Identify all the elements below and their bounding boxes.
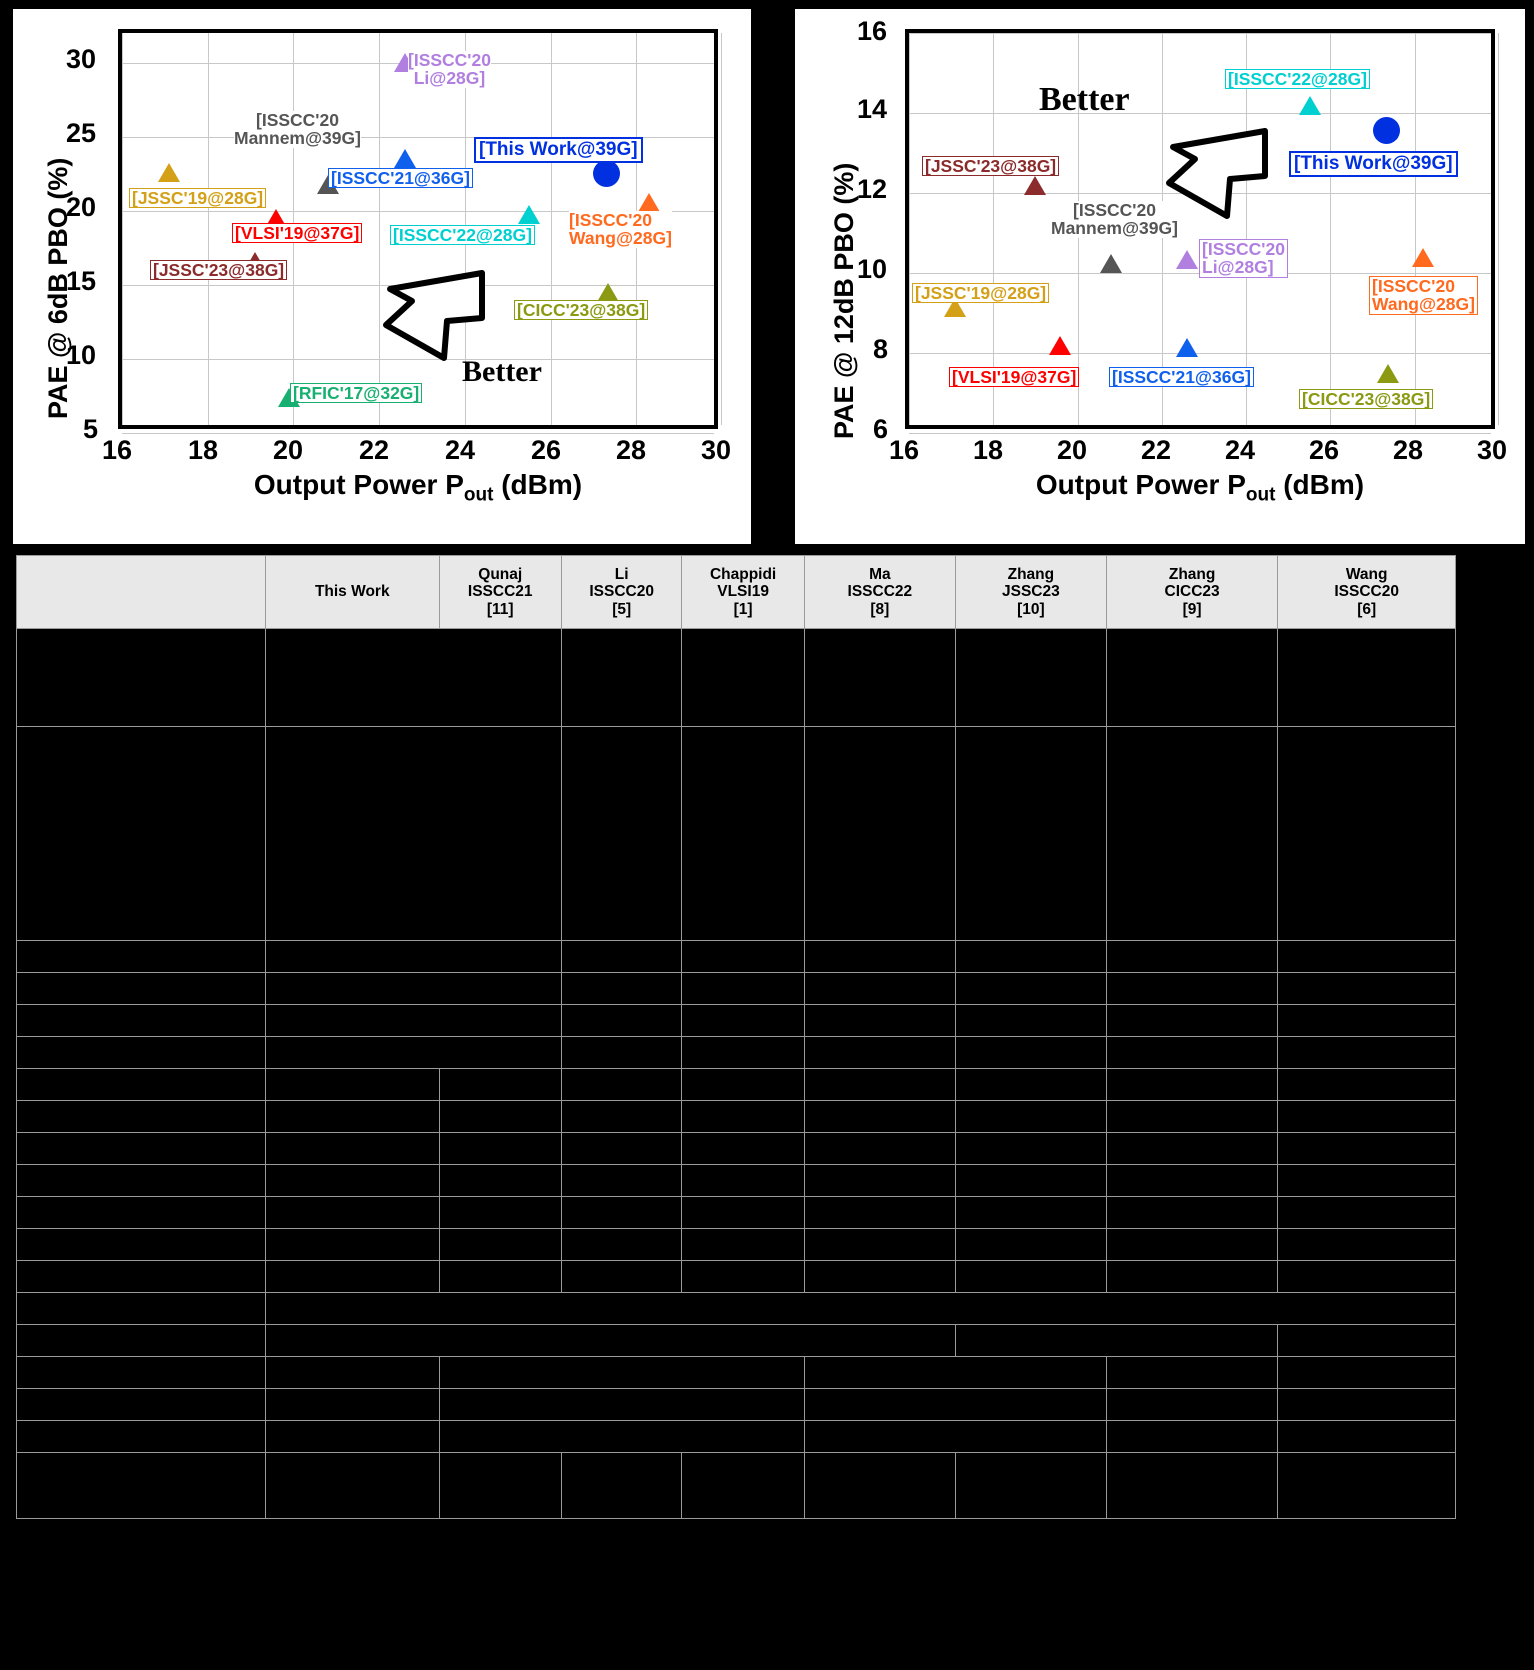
better-annotation-right: Better (1039, 81, 1130, 118)
cell (561, 1165, 681, 1197)
col-header-zhang-jssc: Zhang JSSC23 [10] (955, 556, 1106, 629)
cell (1278, 1197, 1456, 1229)
cell (682, 629, 804, 727)
cell-pae9db-b: 16.3 (439, 1229, 561, 1261)
cell-pae12db-a: 11.8 (266, 1261, 439, 1293)
cell (561, 1133, 681, 1165)
cell (266, 727, 562, 941)
point-label-isscc20-li: [ISSCC'20 Li@28G] (1199, 239, 1288, 278)
cell (804, 1389, 1106, 1421)
table-row (17, 1261, 1456, 1293)
cell (1278, 1165, 1456, 1197)
cell (804, 973, 955, 1005)
cell (266, 1357, 439, 1389)
cell (682, 727, 804, 941)
col-header-li: Li ISSCC20 [5] (561, 556, 681, 629)
y-tick: 20 (66, 192, 97, 222)
cell (955, 1165, 1106, 1197)
cell-paemax-a: 25.4 (266, 1133, 439, 1165)
point-label-jssc23: [JSSC'23@38G] (922, 156, 1059, 176)
cell (1278, 629, 1456, 727)
row-label-supply: Supply (V) (17, 941, 266, 973)
col-header-this-work: This Work (266, 556, 439, 629)
x-tick: 24 (1225, 435, 1256, 465)
point-label-vlsi19: [VLSI'19@37G] (232, 223, 362, 243)
cell (1278, 727, 1456, 941)
cell (1106, 1133, 1277, 1165)
row-label-paemax: $PAE_{max}$ (%) (17, 1133, 266, 1165)
cell (1106, 1197, 1277, 1229)
point-label-cicc23: [CICC'23@38G] (1299, 389, 1433, 409)
chart-pae-12db-pbo (790, 4, 1530, 549)
cell (1278, 1389, 1456, 1421)
point-label-jssc19: [JSSC'19@28G] (129, 188, 266, 208)
cell (682, 1453, 804, 1519)
point-label-isscc22: [ISSCC'22@28G] (390, 225, 535, 245)
cell-bandwidth-this-work: 27.8 to 38.7 (266, 973, 562, 1005)
row-label-architecture: Architecture (17, 727, 266, 941)
comparison-table-container (10, 555, 1524, 1660)
row-label-area: Area $(mm^2)$ (17, 1453, 266, 1519)
gridline (909, 353, 1491, 354)
cell (1278, 1453, 1456, 1519)
table-row (17, 1421, 1456, 1453)
cell (266, 629, 562, 727)
y-tick: 12 (857, 174, 888, 204)
table-row (17, 1357, 1456, 1389)
cell (1106, 1165, 1277, 1197)
gridline (122, 433, 714, 434)
table-row (17, 1197, 1456, 1229)
cell (561, 1005, 681, 1037)
cell (1278, 1133, 1456, 1165)
cell (682, 1101, 804, 1133)
cell (1278, 1357, 1456, 1389)
table-row (17, 1165, 1456, 1197)
y-tick: 5 (83, 414, 99, 444)
x-tick: 16 (102, 435, 133, 465)
cell (804, 1357, 1106, 1389)
x-tick: 22 (359, 435, 390, 465)
plot-area-right (905, 29, 1495, 429)
x-tick: 20 (273, 435, 304, 465)
col-header-qunaj: Qunaj ISSCC21 [11] (439, 556, 561, 629)
cell (266, 1453, 439, 1519)
point-label-isscc21: [ISSCC'21@36G] (1109, 367, 1254, 387)
x-tick: 28 (616, 435, 647, 465)
cell (804, 629, 955, 727)
y-tick: 10 (857, 254, 888, 284)
cell (561, 727, 681, 941)
row-label-modulation: Modulation Scheme (17, 1293, 266, 1325)
cell (682, 1229, 804, 1261)
cell (804, 1261, 955, 1293)
cell (804, 1069, 955, 1101)
gridline (551, 33, 552, 425)
cell (804, 727, 955, 941)
cell-pae6db-a: 19.7 (266, 1197, 439, 1229)
row-label-technology: Technology (17, 629, 266, 727)
cell (804, 1197, 955, 1229)
row-label-bandwidth: Bandwidth$_{3dB}$ (GHz) (17, 973, 266, 1005)
cell (561, 941, 681, 973)
cell (1106, 1229, 1277, 1261)
point-label-jssc23: [JSSC'23@38G] (150, 260, 287, 280)
cell-psat-a: 26.2 (266, 1069, 439, 1101)
cell (804, 1037, 955, 1069)
cell (561, 1229, 681, 1261)
cell (682, 1037, 804, 1069)
y-axis-label-left: PAE @ 6dB PBO (%) (43, 157, 73, 419)
cell (955, 1197, 1106, 1229)
cell (682, 1069, 804, 1101)
point-label-cicc23: [CICC'23@38G] (514, 300, 648, 320)
cell (1278, 1037, 1456, 1069)
cell (804, 1101, 955, 1133)
x-tick: 26 (531, 435, 562, 465)
point-label-rfic17: [RFIC'17@32G] (290, 383, 422, 403)
point-label-vlsi19: [VLSI'19@37G] (949, 367, 1079, 387)
cell (804, 1165, 955, 1197)
cell (561, 1101, 681, 1133)
cell-pae9db-a: 14.0 (266, 1229, 439, 1261)
row-label-psat: $P_{sat}$ (dBm) (17, 1069, 266, 1101)
cell (266, 941, 562, 973)
better-arrow-icon (1155, 121, 1275, 231)
cell (561, 629, 681, 727)
y-tick: 30 (66, 44, 97, 74)
cell (1106, 1389, 1277, 1421)
table-row (17, 1005, 1456, 1037)
cell (1106, 941, 1277, 973)
cell (1278, 1261, 1456, 1293)
cell (955, 727, 1106, 941)
cell (1106, 727, 1277, 941)
cell (439, 1453, 561, 1519)
cell (1106, 629, 1277, 727)
x-tick: 28 (1393, 435, 1424, 465)
row-label-pae12db: PAE @ 12dB PBO (%) (17, 1261, 266, 1293)
row-label-p1db: $P_{1dB}$ (dBm) (17, 1101, 266, 1133)
cell (804, 1133, 955, 1165)
cell (955, 1069, 1106, 1101)
table-row (17, 1229, 1456, 1261)
table-row (17, 1037, 1456, 1069)
point-label-this-work: [This Work@39G] (1289, 151, 1458, 177)
gridline (909, 113, 1491, 114)
table-row (17, 973, 1456, 1005)
cell (1278, 973, 1456, 1005)
better-annotation-left: Better (462, 355, 542, 388)
cell (266, 1389, 439, 1421)
cell (955, 1453, 1106, 1519)
y-tick: 16 (857, 16, 888, 46)
cell (955, 1005, 1106, 1037)
x-tick: 26 (1309, 435, 1340, 465)
cell (1278, 1069, 1456, 1101)
point-label-this-work: [This Work@39G] (474, 137, 643, 163)
x-axis-label-right: Output Power $P_{out}$ (dBm) (1035, 469, 1365, 506)
point-label-isscc20-wang: [ISSCC'20 Wang@28G] (1369, 276, 1478, 315)
cell (682, 1005, 804, 1037)
gridline (208, 33, 209, 425)
cell (955, 973, 1106, 1005)
cell (804, 1421, 1106, 1453)
cell-paep1db-a: 23.8 (266, 1165, 439, 1197)
x-axis-label-left: Output Power $P_{out}$ (dBm) (253, 469, 583, 506)
cell (266, 1037, 562, 1069)
chart-pae-6db-pbo (8, 4, 756, 549)
cell-pae12db-b: 11.9 (439, 1261, 561, 1293)
table-row (17, 1069, 1456, 1101)
col-header-wang: Wang ISSCC20 [6] (1278, 556, 1456, 629)
cell (439, 1357, 804, 1389)
cell-p1db-a: 22.5 (266, 1101, 439, 1133)
cell (955, 1037, 1106, 1069)
row-label-pae6db: PAE @ 6dB PBO (%) (17, 1197, 266, 1229)
y-tick: 10 (66, 340, 97, 370)
gridline (909, 33, 910, 425)
cell (682, 1197, 804, 1229)
gridline (1330, 33, 1331, 425)
cell-psat-b: 27.2 (439, 1069, 561, 1101)
cell-p1db-b: 24.1 (439, 1101, 561, 1133)
cell (682, 1261, 804, 1293)
cell (804, 1229, 955, 1261)
cell (1106, 1037, 1277, 1069)
table-row (17, 1293, 1456, 1325)
cell (266, 1005, 562, 1037)
row-label-pavg: $P_{avg}$ (dBm) (17, 1389, 266, 1421)
cell (955, 1325, 1277, 1357)
x-tick: 18 (188, 435, 219, 465)
cell-paemax-b: 28.8 (439, 1133, 561, 1165)
gridline (909, 433, 1491, 434)
cell (1106, 1421, 1277, 1453)
cell (955, 1261, 1106, 1293)
cell (561, 1453, 681, 1519)
cell (1106, 973, 1277, 1005)
y-tick: 6 (873, 414, 889, 444)
table-row (17, 941, 1456, 973)
y-tick: 14 (857, 94, 888, 124)
cell (955, 1133, 1106, 1165)
row-label-freq: Freq (GHz) (17, 1005, 266, 1037)
y-axis-label-right: PAE @ 12dB PBO (%) (829, 162, 859, 439)
comparison-table (16, 555, 1456, 1519)
point-label-isscc22: [ISSCC'22@28G] (1225, 69, 1370, 89)
cell (1106, 1453, 1277, 1519)
plot-area-left (118, 29, 718, 429)
cell (682, 1133, 804, 1165)
x-tick: 30 (701, 435, 732, 465)
table-row (17, 1453, 1456, 1519)
point-label-isscc20-wang: [ISSCC'20 Wang@28G] (569, 210, 672, 249)
row-label-gain: Gain (dB) (17, 1037, 266, 1069)
row-label-pae9db: PAE @ 9dB PBO (%) (17, 1229, 266, 1261)
cell (1106, 1357, 1277, 1389)
point-label-isscc20-mannem: [ISSCC'20 Mannem@39G] (1051, 200, 1178, 239)
col-header-zhang-cicc: Zhang CICC23 [9] (1106, 556, 1277, 629)
cell (1278, 1229, 1456, 1261)
x-tick: 18 (973, 435, 1004, 465)
cell (439, 1389, 804, 1421)
row-label-paeavg: $PAE_{avg}$ (%) (17, 1421, 266, 1453)
cell (955, 1229, 1106, 1261)
gridline (1498, 33, 1499, 425)
cell (955, 1101, 1106, 1133)
cell (804, 1005, 955, 1037)
table-row (17, 629, 1456, 727)
table-row (17, 1389, 1456, 1421)
cell (561, 973, 681, 1005)
col-header-ma: Ma ISSCC22 [8] (804, 556, 955, 629)
cell (1278, 1005, 1456, 1037)
col-header-blank (17, 556, 266, 629)
table-row (17, 727, 1456, 941)
point-label-isscc20-li: [ISSCC'20 Li@28G] (408, 50, 491, 89)
cell-paep1db-b: 27.6 (439, 1165, 561, 1197)
cell (1106, 1005, 1277, 1037)
cell (1106, 1261, 1277, 1293)
gridline (721, 33, 722, 425)
gridline (122, 33, 123, 425)
cell (682, 1165, 804, 1197)
table-row (17, 1133, 1456, 1165)
cell (266, 1325, 956, 1357)
cell (561, 1069, 681, 1101)
table-row (17, 1325, 1456, 1357)
cell (955, 941, 1106, 973)
cell (266, 1421, 439, 1453)
cell (439, 1421, 804, 1453)
cell (1278, 1101, 1456, 1133)
cell (1278, 941, 1456, 973)
point-label-jssc19: [JSSC'19@28G] (912, 283, 1049, 303)
x-tick: 16 (889, 435, 920, 465)
gridline (909, 33, 1491, 34)
x-tick: 30 (1477, 435, 1508, 465)
cell (955, 629, 1106, 727)
gridline (1415, 33, 1416, 425)
cell-pae6db-b: 23.2 (439, 1197, 561, 1229)
cell (561, 1197, 681, 1229)
cell (561, 1261, 681, 1293)
cell (682, 941, 804, 973)
cell (561, 1037, 681, 1069)
cell (804, 941, 955, 973)
table-row (17, 1101, 1456, 1133)
cell (682, 973, 804, 1005)
row-label-paep1db: $PAE_{P1dB}$ (%) (17, 1165, 266, 1197)
row-label-datarate: Data Rate (Gb/s) (17, 1325, 266, 1357)
table-header-row (17, 556, 1456, 629)
row-label-evm: EVM (dB) (17, 1357, 266, 1389)
x-tick: 24 (445, 435, 476, 465)
x-tick: 22 (1141, 435, 1172, 465)
cell (1278, 1421, 1456, 1453)
y-tick: 25 (66, 118, 97, 148)
point-label-isscc21: [ISSCC'21@36G] (328, 168, 473, 188)
cell (1106, 1101, 1277, 1133)
cell (1278, 1325, 1456, 1357)
x-tick: 20 (1057, 435, 1088, 465)
y-tick: 8 (873, 334, 889, 364)
point-label-isscc20-mannem: [ISSCC'20 Mannem@39G] (234, 110, 361, 149)
cell (804, 1453, 955, 1519)
col-header-chappidi: Chappidi VLSI19 [1] (682, 556, 804, 629)
y-tick: 15 (66, 266, 97, 296)
cell (1106, 1069, 1277, 1101)
cell (266, 1293, 1456, 1325)
